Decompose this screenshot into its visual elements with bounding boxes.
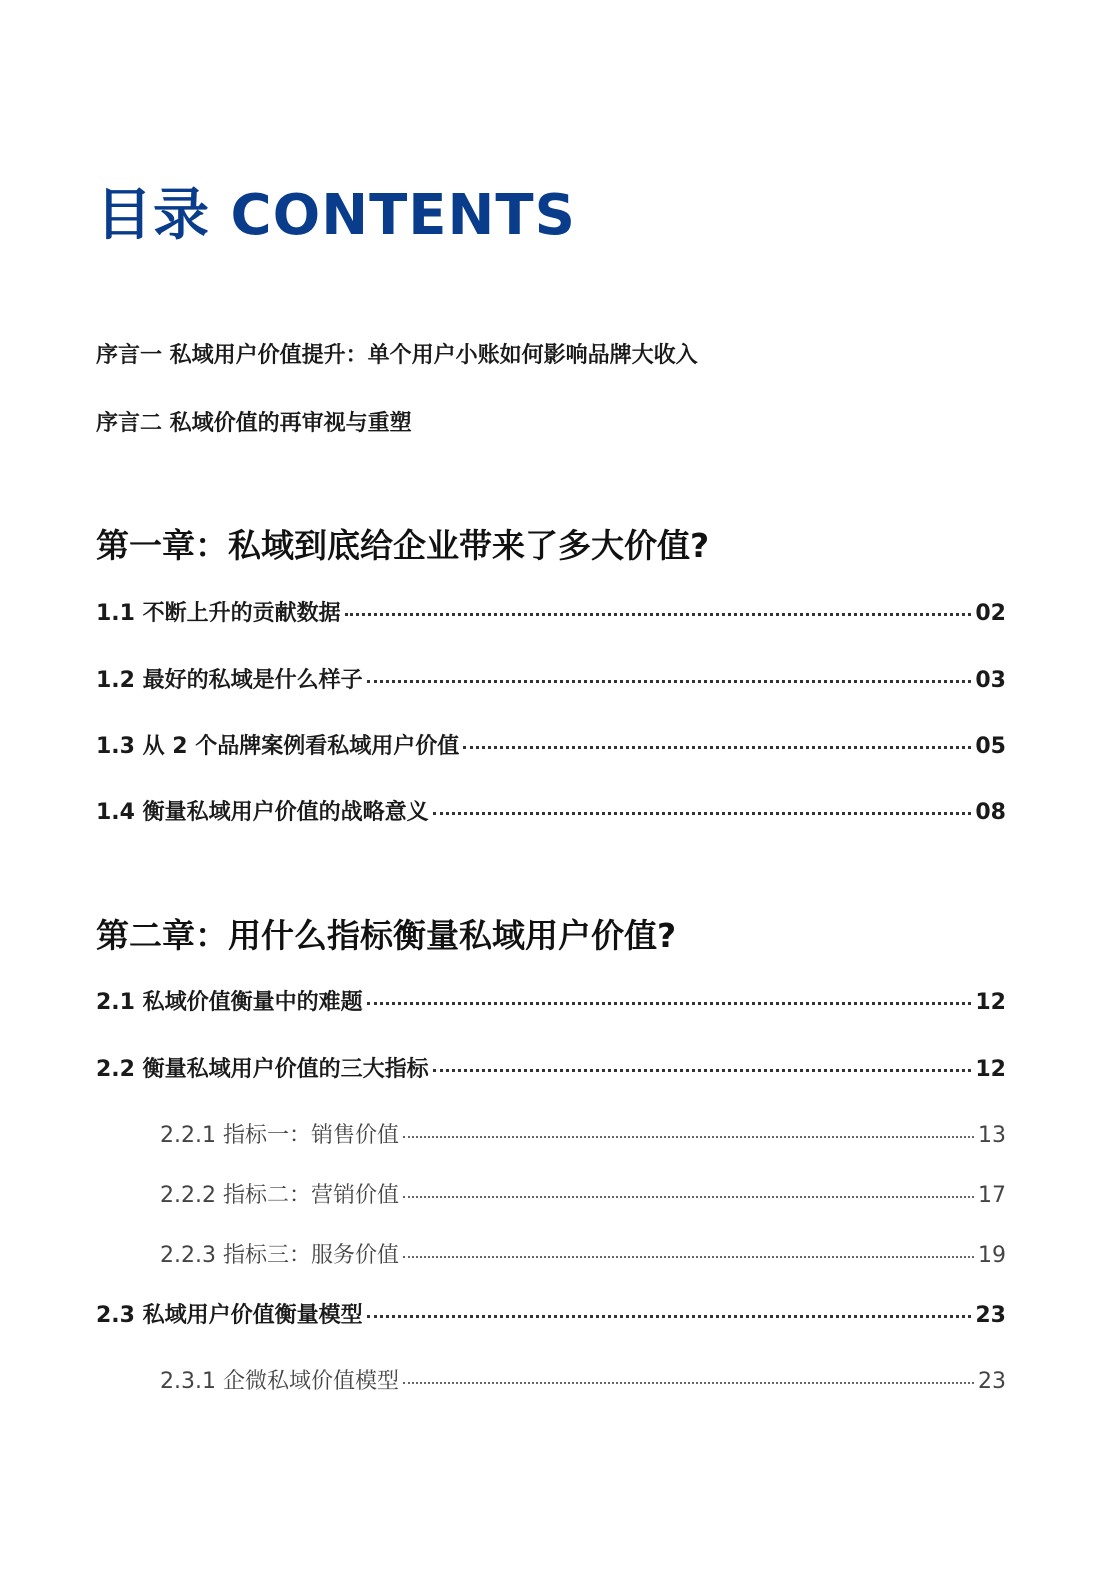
toc-page-number: 02	[975, 601, 1006, 626]
toc-entry-1-3[interactable]	[96, 732, 1006, 762]
toc-entry-label: 2.3.1 企微私域价值模型	[160, 1369, 399, 1394]
dot-leader	[433, 812, 972, 815]
toc-page-number: 13	[978, 1123, 1006, 1148]
toc-entry-1-1[interactable]	[96, 599, 1006, 629]
toc-page-number: 08	[975, 800, 1006, 825]
toc-page-number: 12	[975, 1057, 1006, 1082]
dot-leader	[403, 1382, 974, 1384]
chapter-1-title[interactable]: 第一章：私域到底给企业带来了多大价值?	[96, 526, 710, 565]
toc-entry-2-2-3[interactable]	[160, 1241, 1006, 1271]
dot-leader	[367, 680, 972, 683]
toc-entry-2-2[interactable]	[96, 1055, 1006, 1085]
dot-leader	[463, 746, 971, 749]
dot-leader	[433, 1069, 972, 1072]
toc-entry-2-3[interactable]	[96, 1301, 1006, 1331]
toc-entry-2-2-2[interactable]	[160, 1181, 1006, 1211]
toc-entry-label: 2.2 衡量私域用户价值的三大指标	[96, 1057, 429, 1082]
dot-leader	[403, 1136, 974, 1138]
toc-entry-2-3-1[interactable]	[160, 1367, 1006, 1397]
page-title: 目录 CONTENTS	[96, 183, 576, 248]
toc-entry-label: 1.2 最好的私域是什么样子	[96, 668, 363, 693]
toc-entry-label: 1.3 从 2 个品牌案例看私域用户价值	[96, 734, 460, 759]
toc-page-number: 17	[978, 1183, 1006, 1208]
toc-entry-1-4[interactable]	[96, 798, 1006, 828]
toc-entry-label: 2.2.1 指标一：销售价值	[160, 1123, 399, 1148]
dot-leader	[367, 1002, 972, 1005]
toc-entry-label: 2.1 私域价值衡量中的难题	[96, 990, 363, 1015]
toc-page-number: 23	[975, 1303, 1006, 1328]
toc-page-number: 05	[975, 734, 1006, 759]
chapter-2-title[interactable]: 第二章：用什么指标衡量私域用户价值?	[96, 916, 677, 955]
toc-page-number: 23	[978, 1369, 1006, 1394]
toc-entry-label: 2.3 私域用户价值衡量模型	[96, 1303, 363, 1328]
dot-leader	[345, 613, 972, 616]
toc-entry-label: 1.4 衡量私域用户价值的战略意义	[96, 800, 429, 825]
toc-entry-label: 1.1 不断上升的贡献数据	[96, 601, 341, 626]
toc-entry-1-2[interactable]	[96, 666, 1006, 696]
toc-entry-label: 2.2.3 指标三：服务价值	[160, 1243, 399, 1268]
toc-entry-label: 2.2.2 指标二：营销价值	[160, 1183, 399, 1208]
dot-leader	[403, 1196, 974, 1198]
toc-page-number: 03	[975, 668, 1006, 693]
toc-entry-2-2-1[interactable]	[160, 1121, 1006, 1151]
preface-2[interactable]: 序言二 私域价值的再审视与重塑	[96, 411, 412, 436]
toc-entry-2-1[interactable]	[96, 988, 1006, 1018]
dot-leader	[403, 1256, 974, 1258]
dot-leader	[367, 1315, 972, 1318]
toc-page-number: 12	[975, 990, 1006, 1015]
preface-1[interactable]: 序言一 私域用户价值提升：单个用户小账如何影响品牌大收入	[96, 343, 698, 368]
toc-page-number: 19	[978, 1243, 1006, 1268]
